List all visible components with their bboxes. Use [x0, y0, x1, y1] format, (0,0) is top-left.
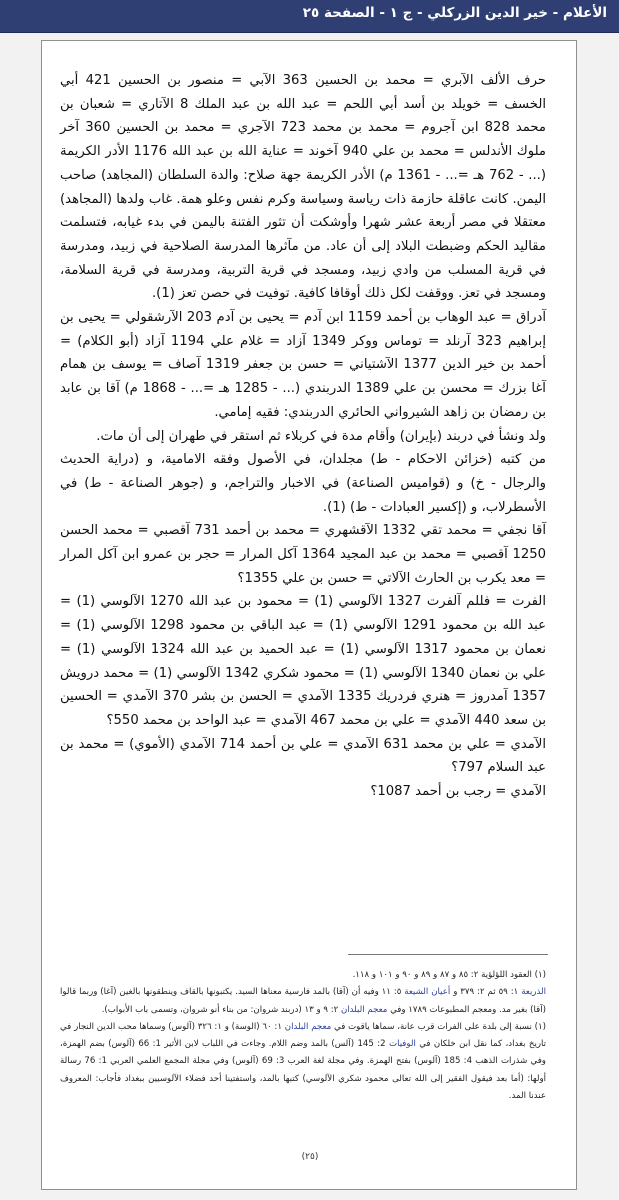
paragraph-4: من كتبه (خزائن الاحكام - ط) مجلدان، في الأصول وفقه الامامية، و (دراية الحديث والرجال - خ) و (قواميس الصناعة) في الاخبار والتراجم، و (جوهر الصناعة - ط) في الأسطرلاب، و (إكسير العبادات - ط) (1). — [60, 452, 546, 515]
footnote-2 — [60, 984, 546, 1019]
paragraph-2: آدراق = عبد الوهاب بن أحمد 1159 ابن آدم = يحيى بن آدم 203 الآرشقولي = يحيى بن إبراهيم 323 آرنلد = توماس ووكر 1349 آزاد = غلام علي 1194 آزاد (أبو الكلام) = أحمد بن خير الدين 1377 الآشتياني = حسن بن جعفر 1319 آصاف = يوسف بن همام آغا بزرك = محسن بن علي 1389 الدربندي (... - 1285 هـ =... - 1868 م) آقا بن عابد بن رمضان بن زاهد الشيرواني الحائري الدربندي: فقيه إمامي. — [60, 310, 547, 420]
footnote-3-text-c: 2: 145 (آلس) بالمد وضم اللام. وجاءت في اللباب لابن الأثير 1: 66 (آلوس) بضم الهمزة، وفي شذرات الذهب 4: 185 (آلوس) بفتح الهمزة. وفي مجلة لغة العرب 3: 69 (آلوس) وفي مجلة المجمع العلمي العربي 1: 76 رسالة أولها: (أما بعد فيقول الفقير إلى الله تعالى محمود شكري الآلوسي) كتبها بالمد، واستفتينا أحد فضلاء الآلوسيين ببغداد فأجاب: المعروف عندنا المد. — [60, 1039, 546, 1102]
link-mujam-al-buldan[interactable]: معجم البلدان — [340, 1004, 388, 1015]
paragraph-8: الآمدي = رجب بن أحمد 1087؟ — [370, 784, 546, 800]
paragraph-6: الفرت = فللم آلفرت 1327 الآلوسي (1) = محمود بن عبد الله 1270 الآلوسي (1) = عبد الله بن محمود 1291 الآلوسي (1) = عبد الباقي بن محمود 1298 الآلوسي (1) = نعمان بن محمود 1317 الآلوسي (1) = عبد الحميد بن عبد الله 1324 الآلوسي (1) = علي بن نعمان 1340 الآلوسي (1) = محمود شكري 1342 الآلوسي (1) = محمد درويش 1357 آمدروز = هنري فردريك 1335 الآمدي = الحسن بن بشر 370 الآمدي = الحسين بن سعد 440 الآمدي = علي بن محمد 467 الآمدي = عبد الواحد بن محمد 550؟ — [60, 594, 547, 728]
main-text — [60, 69, 546, 804]
footnote-3-text-b: ١: ٦٠ (الوسة) و ١: ٣٢٦ (آلوس) وسماها محب الدين النجار في تاريخ بغداد، كما نقل ابن خلكان في — [60, 1021, 546, 1050]
page-title: الأعلام - خير الدين الزركلي - ج ١ - الصفحة ٢٥ — [302, 5, 607, 21]
footnote-divider — [348, 954, 548, 955]
paragraph-1: حرف الألف الآبري = محمد بن الحسين 363 الآبي = منصور بن الحسين 421 أبي الخسف = خويلد بن أسد أبي اللحم = عبد الله بن عبد الملك 8 الآتاري = شعبان بن محمد 828 ابن آجروم = محمد بن محمد 723 الآجري = محمد بن الحسين 360 آخر ملوك الأندلس = محمد بن علي 940 آخوند = عناية الله بن عبد الله 1176 الأدر الكريمة (... - 762 هـ =... - 1361 م) الأدر الكريمة جهة صلاح: والدة السلطان (المجاهد) صاحب اليمن. كانت عاقلة حازمة ذات رياسة وسياسة وكرم نفس وعلو همة. غاب ولدها (المجاهد) معتقلا في مصر أربعة عشر شهرا وأوشكت أن تثور الفتنة باليمن في بدء غيابه، فتسلمت مقاليد الحكم وضبطت البلاد إلى أن عاد. من مآثرها المدرسة الصلاحية في زبيد، ومدرسة في قرية المسلب من وادي زبيد، ومسجد في قرية التربية، ومدرسة في قرية السلامة، ومسجد في تعز. ووقفت لكل ذلك أوقافا كافية. توفيت في حصن تعز (1). — [60, 73, 546, 302]
footnotes — [60, 967, 546, 1105]
link-al-wafayat[interactable]: الوفيات — [388, 1039, 416, 1050]
paragraph-7: الآمدي = علي بن محمد 631 الآمدي = علي بن أحمد 714 الآمدي (الأموي) = محمد بن عبد السلام 797؟ — [60, 736, 547, 776]
link-ayan-al-shia[interactable]: أعيان الشيعة — [404, 987, 451, 998]
paragraph-3: ولد ونشأ في دربند (بإيران) وأقام مدة في كربلاء ثم استقر في طهران إلى أن مات. — [96, 428, 546, 444]
footnote-3 — [60, 1019, 546, 1105]
footnote-2-text-a: ١: ٥٩ ثم ٢: ٣٧٩ و — [450, 987, 522, 998]
link-al-dhariah[interactable]: الذريعة — [521, 987, 546, 998]
page-number: (٢٥) — [301, 1152, 319, 1162]
footnote-2-text-b: ٥: ١١ وفيه أن (آقا) بالمد فارسية معناها السيد. يكتبونها بالقاف وينطقونها بالغين (آغا) وربما قالوا (آقا) بغير مد. ومعجم المطبوعات ١٧٨٩ وفي — [60, 987, 546, 1015]
link-mujam-al-buldan-2[interactable]: معجم البلدان — [284, 1021, 332, 1032]
footnote-3-text-a: (١) نسبة إلى بلدة على الفرات قرب عانة، سماها ياقوت في — [331, 1021, 546, 1032]
window-titlebar — [0, 0, 619, 33]
document-page — [41, 40, 577, 1190]
footnote-1: (١) العقود اللؤلؤية ٢: ٨٥ و ٨٧ و ٨٩ و ٩٠ و ١٠١ و ١١٨. — [352, 970, 546, 980]
footnote-2-text-c: ٢: ٩ و ١٣ (دربند شروان: من بناء أنو شروان، وتسمى باب الأبواب). — [101, 1004, 341, 1015]
paragraph-5: آقا نجفي = محمد تقي 1332 الآقشهري = محمد بن أحمد 731 آقصبي = محمد الحسن 1250 آقصبي = محمد بن عبد المجيد 1364 آكل المرار = حجر بن عمرو ابن آكل المرار = معد يكرب بن الحارث الآلاتي = حسن بن علي 1355؟ — [60, 523, 546, 586]
